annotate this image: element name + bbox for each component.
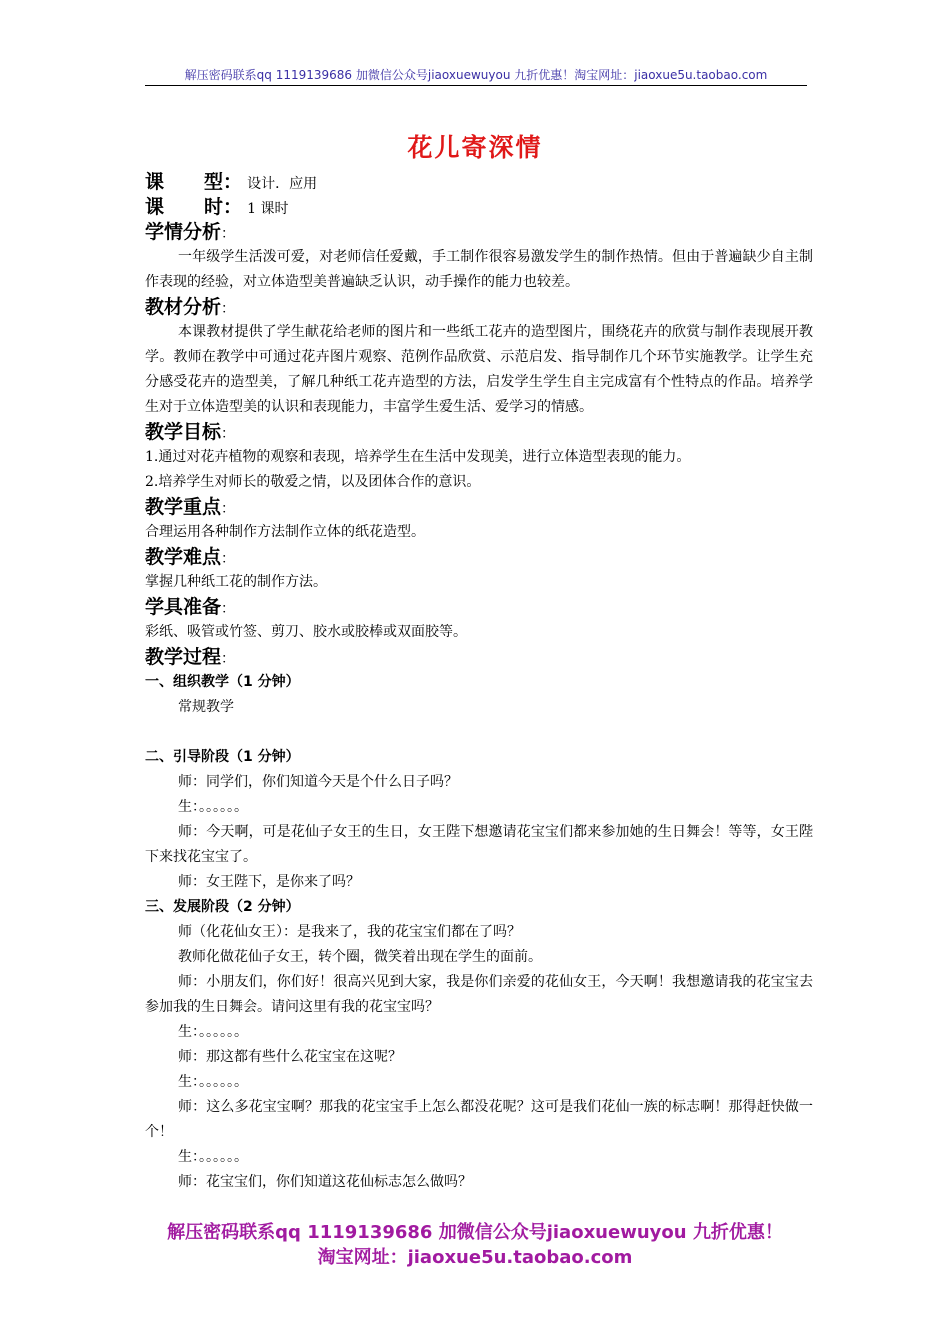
process-step-title: 三、发展阶段（2 分钟） (145, 899, 300, 915)
process-line: 师：今天啊，可是花仙子女王的生日，女王陛下想邀请花宝宝们都来参加她的生日舞会！等等，女王陛下来找花宝宝了。 (145, 824, 813, 865)
process-step-title: 一、组织教学（1 分钟） (145, 674, 300, 690)
process-line: 师：女王陛下，是你来了吗？ (178, 874, 360, 890)
process-step-title: 二、引导阶段（1 分钟） (145, 749, 300, 765)
page-header-banner: 解压密码联系qq 1119139686 加微信公众号jiaoxuewuyou 九折优惠！淘宝网址：jiaoxue5u.taobao.com (184, 68, 768, 82)
blank-line (145, 720, 813, 745)
document-title: 花儿寄深情 (407, 133, 543, 162)
process-line: 师：小朋友们，你们好！很高兴见到大家，我是你们亲爱的花仙女王，今天啊！我想邀请我的花宝宝去参加我的生日舞会。请问这里有我的花宝宝吗？ (145, 974, 813, 1015)
material-analysis-text: 本课教材提供了学生献花给老师的图片和一些纸工花卉的造型图片，围绕花卉的欣赏与制作表现展开教学。教师在教学中可通过花卉图片观察、范例作品欣赏、示范启发、指导制作几个环节实施教学。让学生充分感受花卉的造型美，了解几种纸工花卉造型的方法，启发学生学生自主完成富有个性特点的作品。培养学生对于立体造型美的认识和表现能力，丰富学生爱生活、爱学习的情感。 (145, 324, 813, 415)
process-line: 师：那这都有些什么花宝宝在这呢？ (178, 1049, 402, 1065)
process-heading: 教学过程： (145, 646, 236, 668)
process-line: 生：。。。。。。 (178, 1074, 248, 1090)
header-divider (145, 85, 807, 86)
lesson-time-row (145, 195, 813, 220)
lesson-type-row (145, 170, 813, 195)
learner-analysis-heading: 学情分析： (145, 221, 236, 243)
lesson-type-value: 设计．应用 (247, 176, 318, 192)
teaching-goal-item: 2.培养学生对师长的敬爱之情，以及团体合作的意识。 (145, 474, 481, 490)
teaching-goals-heading: 教学目标： (145, 421, 236, 443)
process-line: 师：花宝宝们，你们知道这花仙标志怎么做吗？ (178, 1174, 472, 1190)
tools-text: 彩纸、吸管或竹签、剪刀、胶水或胶棒或双面胶等。 (145, 624, 467, 640)
difficult-point-text: 掌握几种纸工花的制作方法。 (145, 574, 327, 590)
learner-analysis-text: 一年级学生活泼可爱，对老师信任爱戴，手工制作很容易激发学生的制作热情。但由于普遍缺少自主制作表现的经验，对立体造型美普遍缺乏认识，动手操作的能力也较差。 (145, 249, 813, 290)
lesson-time-key: 课 时： (145, 196, 243, 218)
teaching-goal-item: 1.通过对花卉植物的观察和表现，培养学生在生活中发现美，进行立体造型表现的能力。 (145, 449, 691, 465)
key-point-text: 合理运用各种制作方法制作立体的纸花造型。 (145, 524, 425, 540)
process-line: 师（化花仙女王）：是我来了，我的花宝宝们都在了吗？ (178, 924, 521, 940)
key-point-heading: 教学重点： (145, 496, 236, 518)
tools-heading: 学具准备： (145, 596, 236, 618)
footer-banner-line-1: 解压密码联系qq 1119139686 加微信公众号jiaoxuewuyou 九折优惠！ (167, 1222, 783, 1243)
process-line: 师：同学们，你们知道今天是个什么日子吗？ (178, 774, 458, 790)
lesson-body (145, 170, 813, 1195)
process-line: 生：。。。。。。 (178, 799, 248, 815)
difficult-point-heading: 教学难点： (145, 546, 236, 568)
process-line: 生：。。。。。。 (178, 1149, 248, 1165)
lesson-type-key: 课 型： (145, 171, 243, 193)
footer-banner-line-2: 淘宝网址：jiaoxue5u.taobao.com (317, 1247, 633, 1268)
lesson-time-value: 1 课时 (247, 201, 289, 217)
process-line: 生：。。。。。。 (178, 1024, 248, 1040)
process-line: 师：这么多花宝宝啊？那我的花宝宝手上怎么都没花呢？这可是我们花仙一族的标志啊！那得赶快做一个！ (145, 1099, 813, 1140)
material-analysis-heading: 教材分析： (145, 296, 236, 318)
process-line: 教师化做花仙子女王，转个圈，微笑着出现在学生的面前。 (178, 949, 542, 965)
process-line: 常规教学 (178, 699, 234, 715)
